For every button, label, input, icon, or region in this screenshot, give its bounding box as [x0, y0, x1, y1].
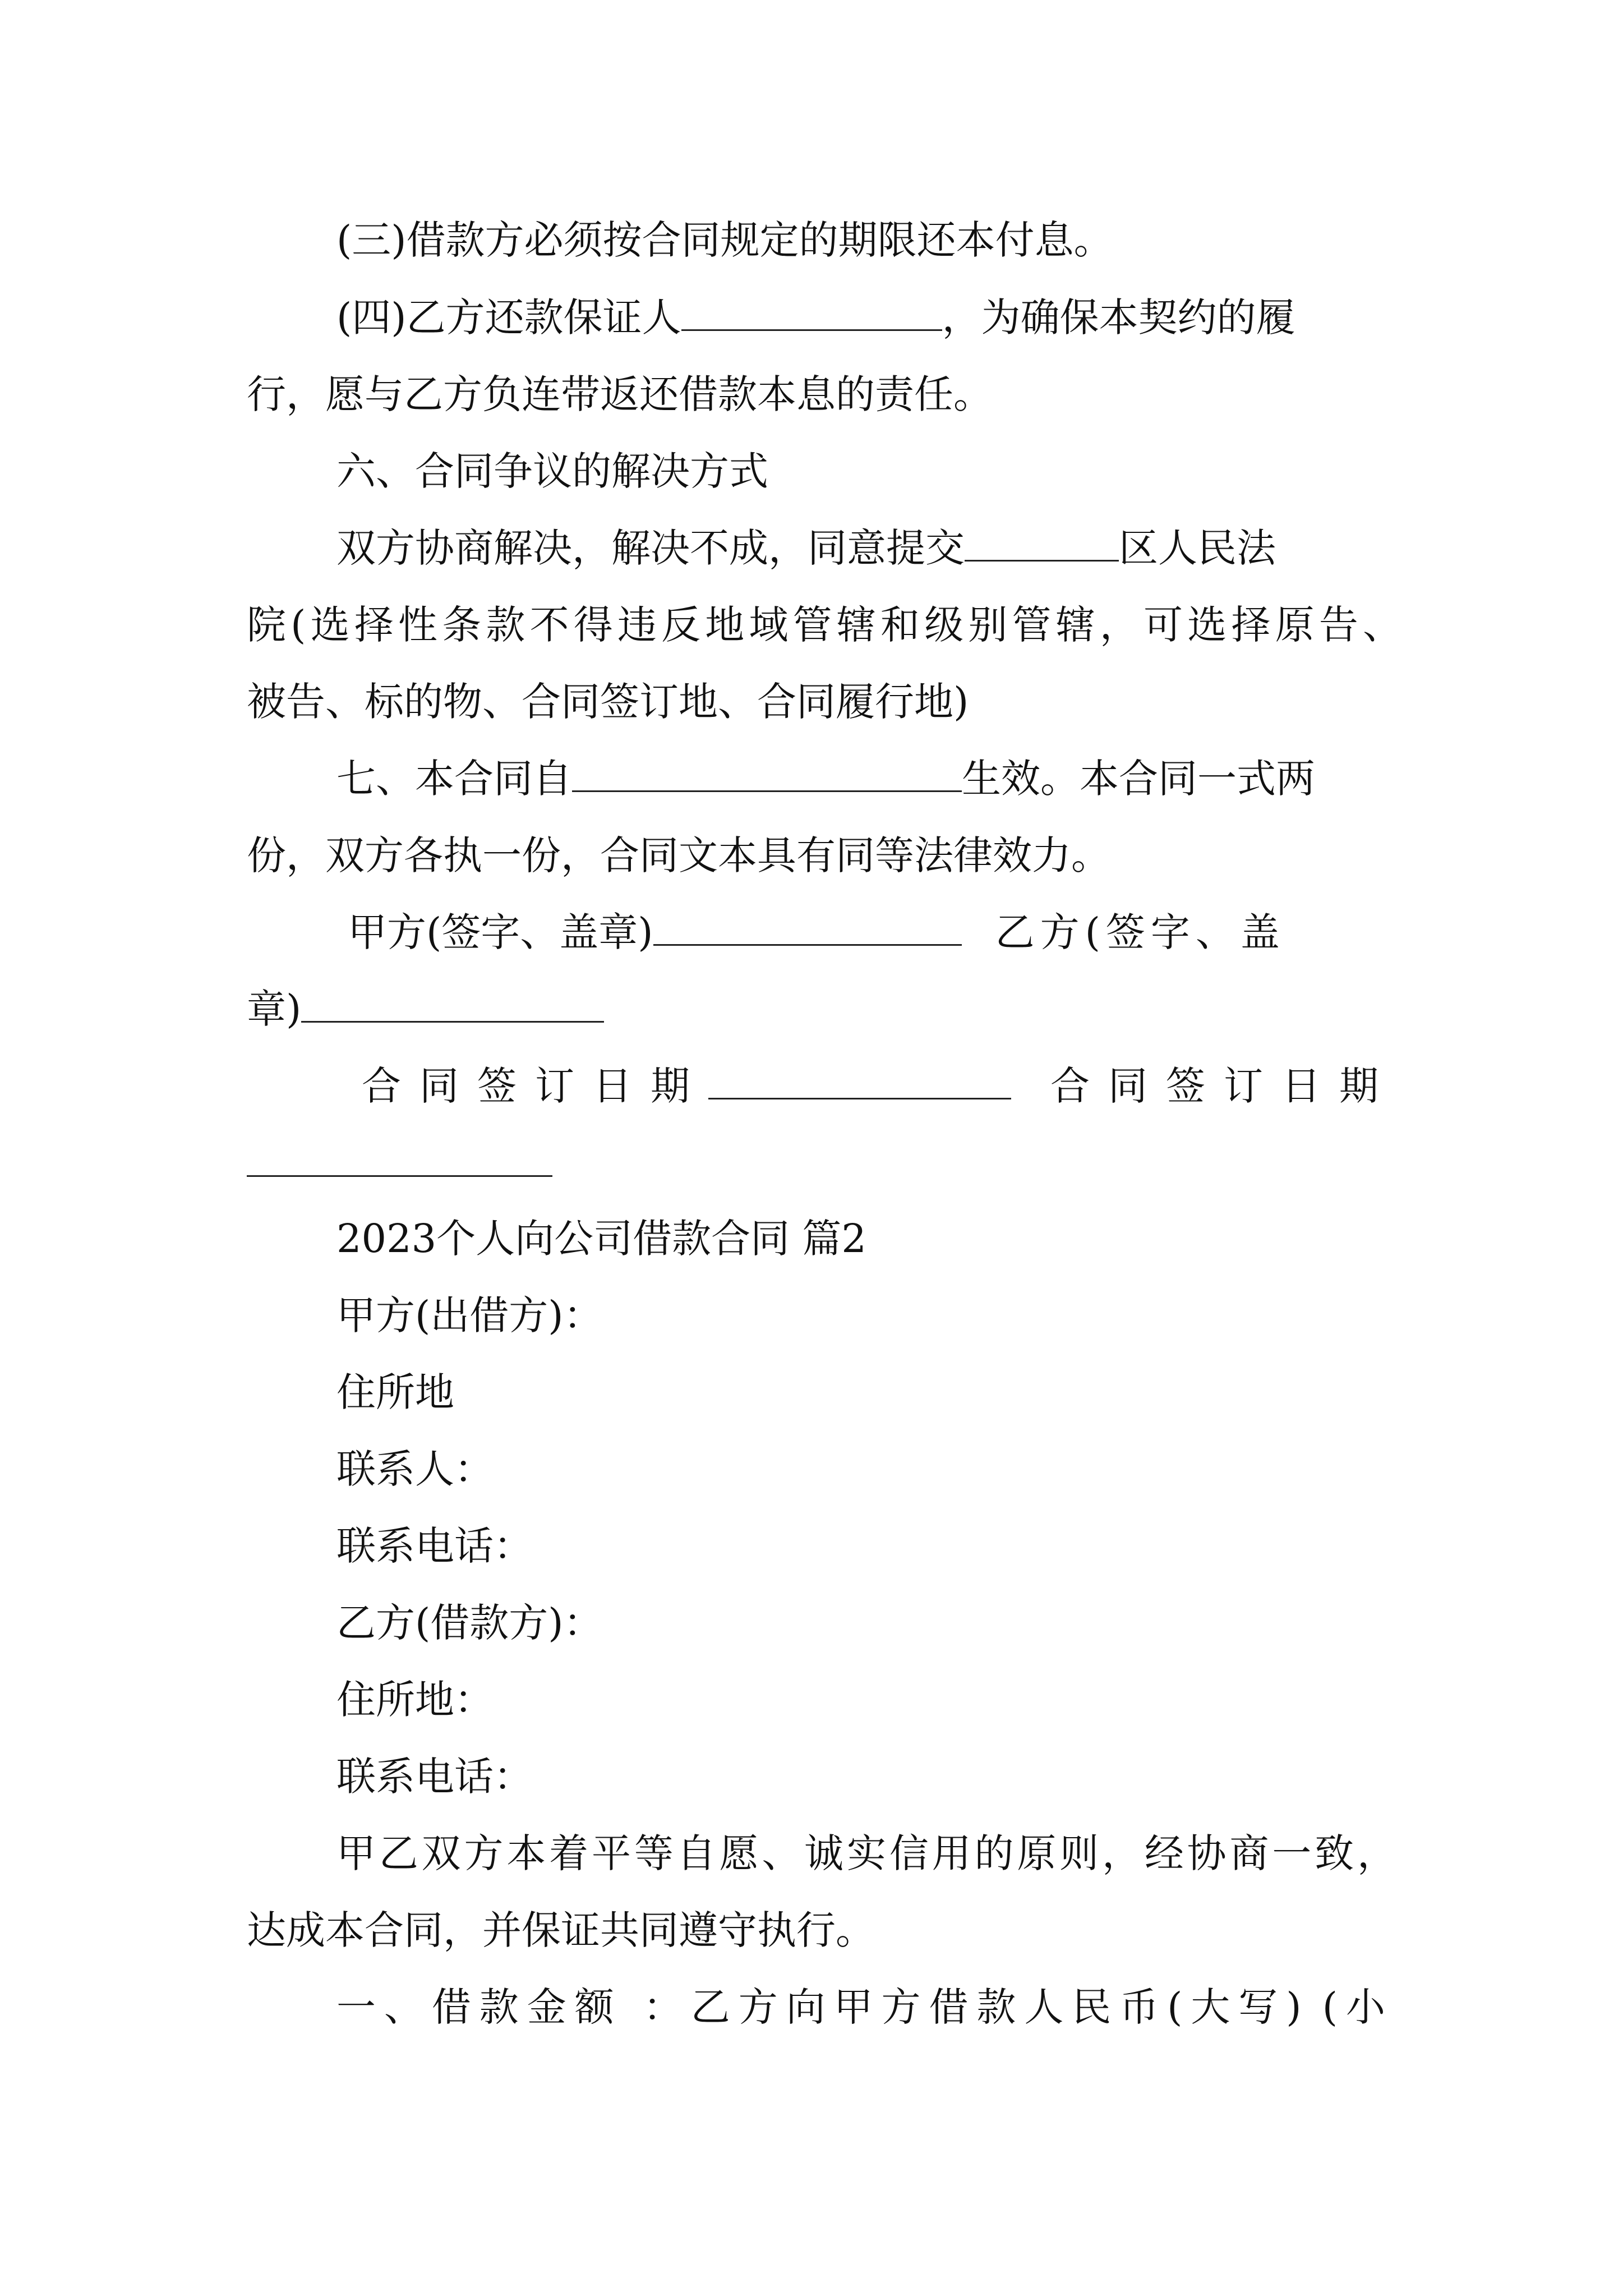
section-6-text-line-2: 院(选择性条款不得违反地域管辖和级别管辖，可选择原告、: [247, 602, 1402, 648]
party-b-address: 住所地：: [336, 1677, 494, 1723]
contract-2-title: 2023个人向公司借款合同 篇2: [336, 1216, 866, 1262]
party-b-phone: 联系电话：: [336, 1754, 533, 1800]
party-a-phone: 联系电话：: [336, 1523, 533, 1569]
party-a-label: 甲方(出借方)：: [336, 1292, 603, 1338]
section-7-text-line-2: 份，双方各执一份，合同文本具有同等法律效力。: [247, 832, 1110, 878]
signing-date-line: 合同签订日期 合同签订日期: [362, 1063, 1397, 1109]
clause-3-repayment: (三)借款方必须按合同规定的期限还本付息。: [336, 217, 1113, 263]
clause-4-continuation: 行，愿与乙方负连带返还借款本息的责任。: [247, 371, 993, 417]
party-b-date-blank[interactable]: [247, 1175, 552, 1177]
effective-date-blank[interactable]: [572, 756, 962, 792]
signature-line-2: 章): [247, 984, 604, 1034]
section-6-text-line-3: 被告、标的物、合同签订地、合同履行地): [247, 679, 969, 725]
guarantor-blank[interactable]: [681, 295, 942, 331]
court-district-blank[interactable]: [965, 525, 1119, 562]
section-1-loan-amount: 一、借款金额 ：乙方向甲方借款人民币(大写) (小: [336, 1984, 1385, 2030]
preamble-line-1: 甲乙双方本着平等自愿、诚实信用的原则，经协商一致，: [336, 1830, 1396, 1876]
party-a-date-blank[interactable]: [708, 1063, 1011, 1099]
party-b-label: 乙方(借款方)：: [336, 1600, 603, 1646]
preamble-line-2: 达成本合同，并保证共同遵守执行。: [247, 1907, 875, 1953]
party-b-signature-blank[interactable]: [301, 986, 604, 1023]
clause-4-guarantor: (四)乙方还款保证人 ，为确保本契约的履: [336, 295, 1295, 341]
party-a-address: 住所地: [336, 1369, 454, 1415]
section-6-heading: 六、合同争议的解决方式: [336, 448, 768, 494]
section-6-text: 双方协商解决，解决不成，同意提交 区人民法: [336, 525, 1276, 571]
party-a-signature-blank[interactable]: [653, 909, 962, 946]
signature-line: 甲方(签字、盖章) 乙方(签字、盖: [348, 909, 1285, 955]
party-a-contact: 联系人：: [336, 1446, 494, 1492]
section-7-text: 七、本合同自 生效。本合同一式两: [336, 756, 1315, 802]
